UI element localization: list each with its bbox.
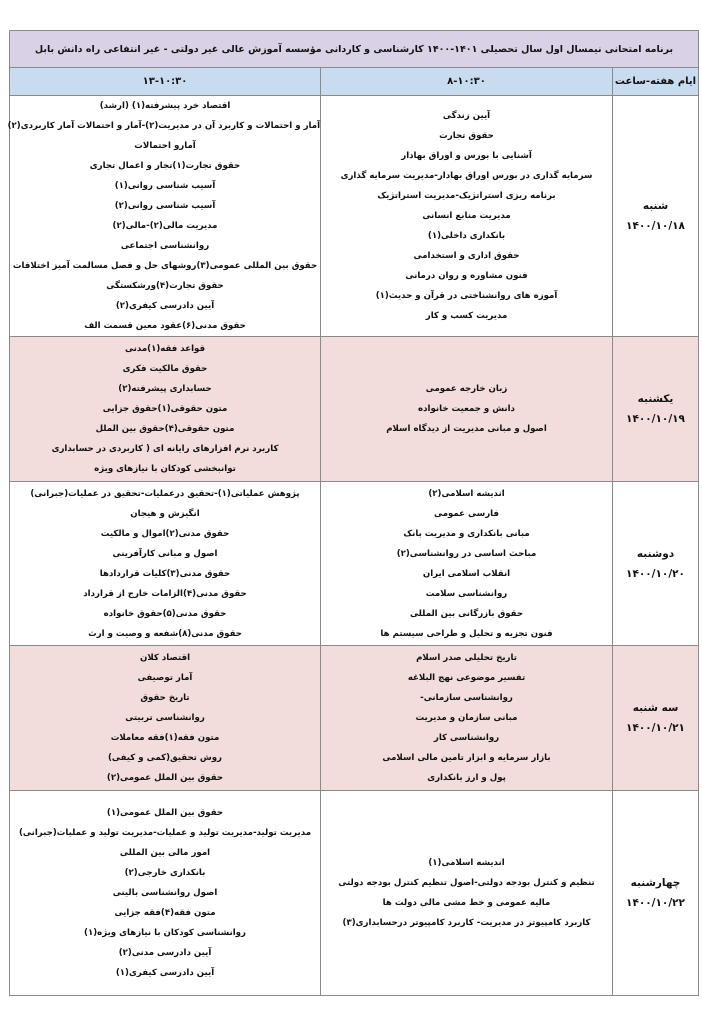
course-item: حقوق مدنی(۸)شفعه و وصیت و ارث — [88, 628, 242, 639]
course-item: امور مالی بین المللی — [119, 848, 211, 858]
course-item: مدیریت کسب و کار — [425, 311, 508, 321]
course-item: آیین دادرسی کیفری(۲) — [115, 301, 215, 311]
day-date: ۱۴۰۰/۱۰/۲۰ — [626, 567, 685, 580]
course-item: انقلاب اسلامی ایران — [422, 568, 511, 579]
course-item: آسیب شناسی روانی(۲) — [114, 201, 216, 211]
day-cell — [613, 646, 699, 791]
course-item: فنون تجزیه و تحلیل و طراحی سیستم ها — [380, 628, 553, 639]
morning-course-list — [321, 648, 612, 788]
course-item: حقوق بین المللی عمومی(۳)روشهای حل و فصل مسالمت آمیز اختلافات — [12, 261, 318, 271]
course-item: تنظیم و کنترل بودجه دولتی-اصول تنظیم کنترل بودجه دولتی — [338, 878, 595, 888]
course-item: آمار و احتمالات و کاربرد آن در مدیریت(۲)-آمار و احتمالات آمار کاربردی(۲) — [7, 121, 321, 131]
course-item: اصول و مبانی مدیریت از دیدگاه اسلام — [386, 424, 547, 434]
course-item: حقوق مدنی(۳)کلیات قراردادها — [99, 568, 231, 579]
course-item: روانشناسی کودکان با نیازهای ویژه(۱) — [84, 928, 246, 938]
course-item: سرمایه گذاری در بورس اوراق بهادار-مدیریت سرمایه گذاری — [340, 171, 593, 181]
exam-schedule-table — [9, 30, 699, 996]
course-item: بانکداری خارجی(۲) — [124, 868, 206, 878]
course-item: حقوق بازرگانی بین المللی — [409, 608, 524, 619]
day-cell — [613, 337, 699, 482]
morning-course-list — [321, 853, 612, 933]
course-item: دانش و جمعیت خانواده — [418, 404, 515, 414]
afternoon-cell — [10, 337, 321, 482]
course-item: آیین دادرسی مدنی(۲) — [118, 948, 212, 958]
course-item: اصول روانشناسی بالینی — [112, 888, 218, 898]
course-item: اندیشه اسلامی(۲) — [428, 488, 505, 499]
course-item: آموزه های روانشناختی در قرآن و حدیث(۱) — [375, 291, 558, 301]
course-item: مدیریت منابع انسانی — [422, 211, 511, 221]
morning-cell — [321, 96, 613, 337]
afternoon-course-list — [10, 484, 320, 644]
course-item: کاربرد کامپیوتر در مدیریت- کاربرد کامپیوتر درحسابداری(۳) — [342, 918, 591, 928]
course-item: حقوق تجارت(۱)تجار و اعمال تجاری — [89, 161, 241, 171]
header-morning-slot: ۸-۱۰:۳۰ — [321, 68, 613, 96]
morning-cell — [321, 791, 613, 996]
course-item: آیین دادرسی کیفری(۱) — [115, 968, 215, 978]
course-item: اقتصاد کلان — [139, 653, 191, 663]
course-item: آمار توصیفی — [137, 673, 193, 683]
morning-course-list — [321, 484, 612, 644]
afternoon-course-list — [10, 803, 320, 983]
course-item: مباحث اساسی در روانشناسی(۲) — [396, 548, 537, 559]
course-item: توانبخشی کودکان با نیازهای ویژه — [94, 464, 236, 474]
course-item: مدیریت تولید-مدیریت تولید و عملیات-مدیریت تولید و عملیات(جبرانی) — [18, 828, 312, 838]
day-name: دوشنبه — [636, 547, 675, 560]
day-date: ۱۴۰۰/۱۰/۲۱ — [626, 722, 685, 734]
course-item: روانشناسی سازمانی- — [420, 693, 513, 703]
course-item: مبانی سازمان و مدیریت — [415, 713, 518, 723]
course-item: بازار سرمایه و ابزار تامین مالی اسلامی — [382, 753, 551, 763]
course-item: حسابداری پیشرفته(۲) — [118, 384, 212, 394]
course-item: حقوق اداری و استخدامی — [413, 251, 520, 261]
afternoon-course-list — [10, 648, 320, 788]
course-item: آسیب شناسی روانی(۱) — [114, 181, 216, 191]
day-row-monday — [10, 482, 699, 646]
course-item: آمارو احتمالات — [134, 141, 196, 151]
course-item: حقوق بین الملل عمومی(۱) — [106, 808, 224, 818]
course-item: اقتصاد خرد پیشرفته(۱) (ارشد) — [99, 101, 231, 111]
course-item: متون حقوقی(۴)حقوق بین الملل — [95, 424, 235, 434]
course-item: روانشناسی سلامت — [425, 588, 508, 599]
header-afternoon-slot: ۱۳-۱۰:۳۰ — [10, 68, 321, 96]
morning-course-list — [321, 106, 612, 326]
course-item: متون فقه(۴)فقه جزایی — [114, 908, 216, 918]
course-item: اندیشه اسلامی(۱) — [428, 858, 505, 868]
day-row-saturday — [10, 96, 699, 337]
course-item: مبانی بانکداری و مدیریت بانک — [403, 528, 530, 539]
course-item: روش تحقیق(کمی و کیفی) — [107, 753, 223, 763]
course-item: کاربرد نرم افزارهای رایانه ای ( کاربردی در حسابداری — [51, 444, 279, 454]
day-name: شنبه — [642, 200, 669, 212]
afternoon-cell — [7, 96, 321, 337]
course-item: مدیریت مالی(۲)-مالی(۲) — [112, 221, 218, 231]
day-name: چهارشنبه — [630, 877, 681, 889]
course-item: متون حقوقی(۱)حقوق جزایی — [102, 404, 228, 414]
afternoon-course-list — [10, 339, 320, 479]
course-item: تفسیر موضوعی نهج البلاغه — [407, 673, 526, 683]
day-date: ۱۴۰۰/۱۰/۱۹ — [626, 413, 685, 425]
course-item: بانکداری داخلی(۱) — [427, 231, 506, 241]
course-item: حقوق مدنی(۴)الزامات خارج از قرارداد — [83, 588, 247, 599]
course-item: اصول و مبانی کارآفرینی — [112, 548, 218, 559]
course-item: تاریخ حقوق — [140, 693, 190, 703]
course-item: حقوق مدنی(۶)عقود معین قسمت الف — [84, 321, 246, 331]
day-cell — [613, 482, 699, 646]
day-date: ۱۴۰۰/۱۰/۲۲ — [626, 897, 685, 909]
afternoon-cell — [10, 646, 321, 791]
day-row-tuesday — [10, 646, 699, 791]
course-item: روانشناسی تربیتی — [125, 713, 205, 723]
course-item: تاریخ تحلیلی صدر اسلام — [416, 653, 517, 663]
header-day: ایام هفته-ساعت — [613, 68, 699, 96]
course-item: متون فقه(۱)فقه معاملات — [110, 733, 220, 743]
course-item: حقوق تجارت — [439, 131, 494, 141]
course-item: قواعد فقه(۱)مدنی — [124, 344, 206, 354]
header-row — [10, 68, 699, 96]
course-item: زبان خارجه عمومی — [425, 384, 508, 394]
course-item: حقوق مالکیت فکری — [122, 364, 208, 374]
course-item: انگیزش و هیجان — [130, 508, 200, 519]
morning-cell — [321, 646, 613, 791]
course-item: پژوهش عملیاتی(۱)-تحقیق درعملیات-تحقیق در عملیات(جبرانی) — [30, 488, 300, 499]
day-name: یکشنبه — [637, 393, 674, 405]
day-cell — [613, 791, 699, 996]
course-item: حقوق تجارت(۴)ورشکستگی — [106, 281, 224, 291]
course-item: حقوق مدنی(۵)حقوق خانواده — [103, 608, 227, 619]
afternoon-cell — [10, 482, 321, 646]
day-row-sunday — [10, 337, 699, 482]
afternoon-cell — [10, 791, 321, 996]
day-cell — [613, 96, 699, 337]
day-name: سه شنبه — [632, 702, 679, 714]
course-item: حقوق بین الملل عمومی(۲) — [106, 773, 224, 783]
morning-course-list — [321, 379, 612, 439]
course-item: مالیه عمومی و خط مشی مالی دولت ها — [382, 898, 551, 908]
course-item: برنامه ریزی استراتژیک-مدیریت استراتژیک — [377, 191, 556, 201]
morning-cell — [321, 482, 613, 646]
day-date: ۱۴۰۰/۱۰/۱۸ — [626, 220, 685, 232]
course-item: روانشناسی کار — [433, 733, 500, 743]
course-item: روانشناسی اجتماعی — [120, 241, 210, 251]
course-item: پول و ارز بانکداری — [427, 773, 506, 783]
course-item: آشنایی با بورس و اوراق بهادار — [401, 151, 532, 161]
course-item: فنون مشاوره و روان درمانی — [405, 271, 528, 281]
course-item: حقوق مدنی(۲)اموال و مالکیت — [100, 528, 230, 539]
day-row-wednesday — [10, 791, 699, 996]
afternoon-course-list — [7, 96, 321, 336]
course-item: فارسی عمومی — [434, 508, 499, 519]
morning-cell — [321, 337, 613, 482]
schedule-title: برنامه امتحانی نیمسال اول سال تحصیلی ۱۴۰۱-۱۴۰۰ کارشناسی و کاردانی مؤسسه آموزش عالی غیر دولتی - غیر انتفاعی راه دانش بابل — [10, 31, 699, 68]
course-item: آیین زندگی — [442, 111, 491, 121]
